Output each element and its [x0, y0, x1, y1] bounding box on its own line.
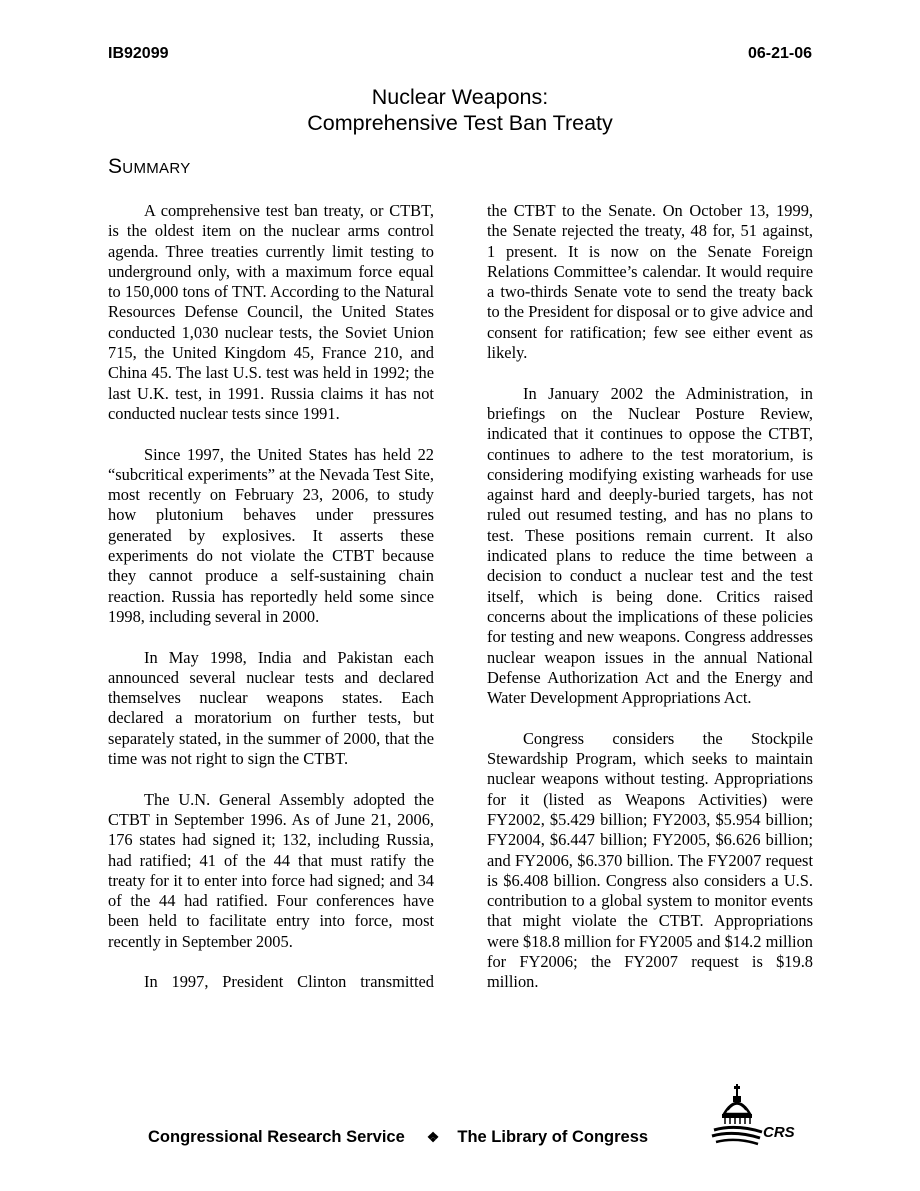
page-title — [0, 84, 920, 136]
crs-logo-text: CRS — [763, 1124, 795, 1141]
paragraph: In January 2002 the Administration, in briefings on the Nuclear Posture Review, indicated that it continues to oppose the CTBT, continues to adhere to the test moratorium, is considering modifying existing warheads for use against hard and deeply-buried targets, has not ruled out resumed testing, and has no plans to test. These positions remain current. It also indicated plans to reduce the time between a decision to conduct a nuclear test and the test itself, which is being done. Critics raised concerns about the implications of these policies for testing and new weapons. Congress addresses nuclear weapon issues in the annual National Defense Authorization Act and the Energy and Water Development Appropriations Act. — [487, 383, 813, 708]
summary-heading: Summary — [108, 155, 191, 178]
paragraph: A comprehensive test ban treaty, or CTBT, is the oldest item on the nuclear arms control agenda. Three treaties currently limit testing to underground only, with a maximum force equal to 150,000 tons of TNT. According to the Natural Resources Defense Council, the United States conducted 1,030 nuclear tests, the Soviet Union 715, the United Kingdom 45, France 210, and China 45. The last U.S. test was held in 1992; the last U.K. test, in 1991. Russia claims it has not conducted nuclear tests since 1991. — [108, 201, 434, 423]
footer-library-name: The Library of Congress — [457, 1128, 649, 1146]
capitol-dome-logo-icon — [710, 1080, 814, 1150]
paragraph: Congress considers the Stockpile Stewardship Program, which seeks to maintain nuclear weapons without testing. Appropriations for it (listed as Weapons Activities) were FY2002, $5.429 billion; FY2003, $5.954 billion; FY2004, $6.447 billion; FY2005, $6.626 billion; and FY2006, $6.370 billion. The FY2007 request is $6.408 billion. Congress also considers a U.S. contribution to a global system to monitor events that might violate the CTBT. Appropriations were $18.8 million for FY2005 and $14.2 million for FY2006; the FY2007 request is $19.8 million. — [487, 728, 813, 992]
document-id: IB92099 — [108, 45, 169, 62]
paragraph: In May 1998, India and Pakistan each announced several nuclear tests and declared themselves nuclear weapons states. Each declared a moratorium on further tests, but separately stated, in the summer of 2000, that the time was not right to sign the CTBT. — [108, 647, 434, 769]
left-column — [108, 201, 434, 993]
paragraph: the CTBT to the Senate. On October 13, 1999, the Senate rejected the treaty, 48 for, 51 against, 1 present. It is now on the Senate Foreign Relations Committee’s calendar. It would require a two-thirds Senate vote to send the treaty back to the President for disposal or to give advice and consent for ratification; few see either event as likely. — [487, 201, 813, 363]
document-date: 06-21-06 — [747, 45, 812, 62]
footer-separator: ❖ — [426, 1129, 440, 1145]
right-column — [487, 201, 813, 993]
paragraph: Since 1997, the United States has held 22 “subcritical experiments” at the Nevada Test Site, most recently on February 23, 2006, to study how plutonium behaves under pressures generated by explosives. It asserts these experiments do not violate the CTBT because they cannot produce a self-sustaining chain reaction. Russia has reportedly held some since 1998, including several in 2000. — [108, 444, 434, 626]
footer — [148, 1126, 648, 1148]
footer-crs-name: Congressional Research Service — [148, 1128, 405, 1146]
paragraph: In 1997, President Clinton transmitted — [144, 972, 434, 992]
title-line-1: Nuclear Weapons: — [371, 85, 549, 109]
title-line-2: Comprehensive Test Ban Treaty — [307, 111, 613, 135]
paragraph: The U.N. General Assembly adopted the CTBT in September 1996. As of June 21, 2006, 176 states had signed it; 132, including Russia, had ratified; 41 of the 44 that must ratify the treaty for it to enter into force had signed; and 34 of the 44 had ratified. Four conferences have been held to facilitate entry into force, most recently in September 2005. — [108, 789, 434, 951]
